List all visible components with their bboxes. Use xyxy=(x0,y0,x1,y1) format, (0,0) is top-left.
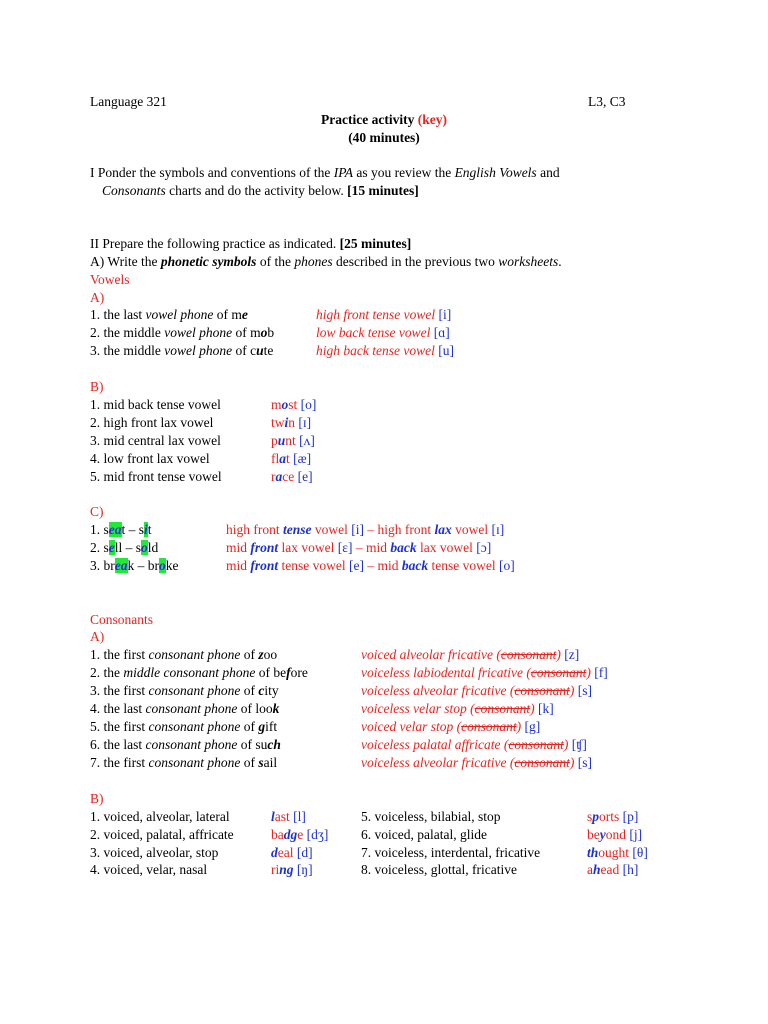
list-item: 2. the middle vowel phone of mob xyxy=(90,325,275,340)
consonant-answer: voiceless velar stop (consonant) [k] xyxy=(361,701,554,716)
example-word: beyond [j] xyxy=(587,827,643,842)
title-text: Practice activity xyxy=(321,112,415,127)
part1-line2: Consonants charts and do the activity below. [15 minutes] xyxy=(102,183,419,198)
list-item: 8. voiceless, glottal, fricative xyxy=(361,862,517,877)
list-item: 1. the first consonant phone of zoo xyxy=(90,647,278,662)
vowels-b-label: B) xyxy=(90,379,104,394)
example-word: deal [d] xyxy=(271,845,313,860)
list-item: 5. the first consonant phone of gift xyxy=(90,719,278,734)
consonant-answer: voiced velar stop (consonant) [g] xyxy=(361,719,541,734)
list-item: 7. the first consonant phone of sail xyxy=(90,755,278,770)
vowel-answer: high back tense vowel [u] xyxy=(316,343,454,358)
example-word: last [l] xyxy=(271,809,306,824)
example-word: twin [ɪ] xyxy=(271,415,312,430)
list-item: 3. voiced, alveolar, stop xyxy=(90,845,219,860)
consonant-answer: voiceless alveolar fricative (consonant) [s] xyxy=(361,683,592,698)
list-item: 6. the last consonant phone of such xyxy=(90,737,281,752)
list-item: 3. mid central lax vowel xyxy=(90,433,221,448)
vowel-contrast-answer: mid front lax vowel [ɛ] – mid back lax vowel [ɔ] xyxy=(226,540,492,555)
consonants-a-label: A) xyxy=(90,629,105,644)
list-item: 4. voiced, velar, nasal xyxy=(90,862,208,877)
list-item: 2. the middle consonant phone of before xyxy=(90,665,308,680)
example-word: thought [θ] xyxy=(587,845,648,860)
list-item: 7. voiceless, interdental, fricative xyxy=(361,845,541,860)
list-item: 2. sell – sold xyxy=(90,540,159,555)
vowels-c-label: C) xyxy=(90,504,104,519)
page-title xyxy=(0,111,768,128)
example-word: ahead [h] xyxy=(587,862,639,877)
vowel-answer: high front tense vowel [i] xyxy=(316,307,452,322)
title-key: (key) xyxy=(417,112,447,127)
duration: (40 minutes) xyxy=(348,130,420,145)
list-item: 6. voiced, palatal, glide xyxy=(361,827,487,842)
list-item: 2. high front lax vowel xyxy=(90,415,214,430)
list-item: 1. voiced, alveolar, lateral xyxy=(90,809,230,824)
course-name: Language 321 xyxy=(90,94,167,109)
example-word: punt [ʌ] xyxy=(271,433,315,448)
list-item: 1. the last vowel phone of me xyxy=(90,307,248,322)
consonants-heading: Consonants xyxy=(90,612,154,627)
list-item: 2. voiced, palatal, affricate xyxy=(90,827,234,842)
consonant-answer: voiceless alveolar fricative (consonant) [s] xyxy=(361,755,592,770)
list-item: 4. the last consonant phone of look xyxy=(90,701,280,716)
consonant-answer: voiceless palatal affricate (consonant) [ʧ] xyxy=(361,737,587,752)
list-item: 4. low front lax vowel xyxy=(90,451,210,466)
vowel-answer: low back tense vowel [ɑ] xyxy=(316,325,450,340)
example-word: sports [p] xyxy=(587,809,639,824)
list-item: 5. mid front tense vowel xyxy=(90,469,222,484)
example-word: ring [ŋ] xyxy=(271,862,313,877)
vowel-contrast-answer: mid front tense vowel [e] – mid back tense vowel [o] xyxy=(226,558,515,573)
list-item: 3. the middle vowel phone of cute xyxy=(90,343,274,358)
vowels-a-label: A) xyxy=(90,290,105,305)
example-word: flat [æ] xyxy=(271,451,312,466)
part1-line1: I Ponder the symbols and conventions of the IPA as you review the English Vowels and xyxy=(90,165,560,180)
consonant-answer: voiceless labiodental fricative (consonant) [f] xyxy=(361,665,608,680)
list-item: 3. break – broke xyxy=(90,558,179,573)
part2-instruction: A) Write the phonetic symbols of the phones described in the previous two worksheets. xyxy=(90,254,562,269)
consonants-b-label: B) xyxy=(90,791,104,806)
list-item: 5. voiceless, bilabial, stop xyxy=(361,809,501,824)
part2-line1: II Prepare the following practice as indicated. [25 minutes] xyxy=(90,236,412,251)
example-word: most [o] xyxy=(271,397,317,412)
lesson-code: L3, C3 xyxy=(588,94,626,109)
consonant-answer: voiced alveolar fricative (consonant) [z] xyxy=(361,647,580,662)
example-word: race [e] xyxy=(271,469,313,484)
vowel-contrast-answer: high front tense vowel [i] – high front lax vowel [ɪ] xyxy=(226,522,505,537)
list-item: 1. mid back tense vowel xyxy=(90,397,221,412)
example-word: badge [dʒ] xyxy=(271,827,329,842)
list-item: 3. the first consonant phone of city xyxy=(90,683,279,698)
list-item: 1. seat – sit xyxy=(90,522,152,537)
vowels-heading: Vowels xyxy=(90,272,130,287)
